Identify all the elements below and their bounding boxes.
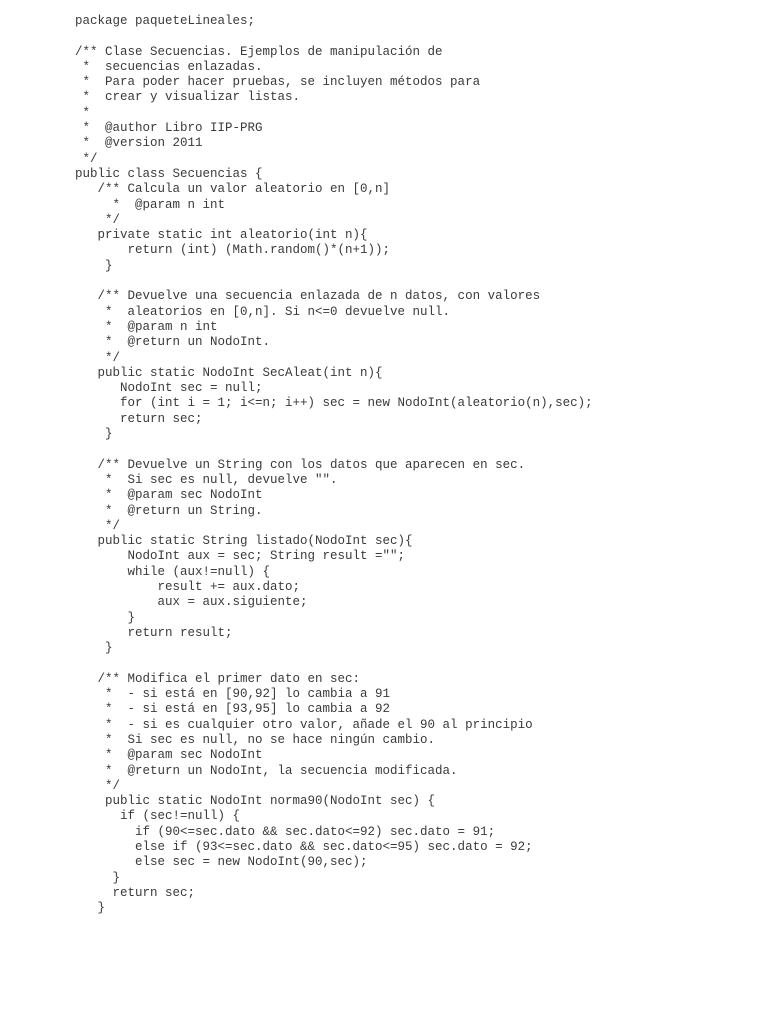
code-line — [75, 274, 593, 289]
code-line: * Para poder hacer pruebas, se incluyen métodos para — [75, 75, 481, 90]
code-line: */ — [75, 212, 121, 227]
code-line: package paqueteLineales; — [75, 14, 256, 28]
code-line: * - si está en [90,92] lo cambia a 91 — [75, 687, 391, 702]
code-line: return sec; — [75, 411, 203, 426]
code-line: return sec; — [75, 885, 196, 900]
code-listing — [75, 14, 593, 917]
code-line: * crear y visualizar listas. — [75, 90, 301, 105]
code-line: * aleatorios en [0,n]. Si n<=0 devuelve null. — [75, 304, 451, 319]
code-line: */ — [75, 151, 98, 166]
code-line: * - si está en [93,95] lo cambia a 92 — [75, 702, 391, 717]
code-line: private static int aleatorio(int n){ — [75, 228, 368, 243]
code-line: */ — [75, 350, 121, 365]
code-line: * @param n int — [75, 319, 218, 334]
code-line: return result; — [75, 625, 233, 640]
code-line: } — [75, 610, 136, 625]
code-line: * @param sec NodoInt — [75, 488, 263, 503]
code-line: /** Devuelve una secuencia enlazada de n datos, con valores — [75, 289, 541, 304]
code-line: */ — [75, 778, 121, 793]
code-line: * @author Libro IIP-PRG — [75, 121, 263, 136]
code-line: */ — [75, 518, 121, 533]
code-line: * Si sec es null, no se hace ningún cambio. — [75, 732, 436, 747]
code-line: } — [75, 901, 106, 916]
code-line: result += aux.dato; — [75, 579, 301, 594]
code-line: else sec = new NodoInt(90,sec); — [75, 855, 368, 870]
code-line — [75, 29, 593, 44]
code-line: * @return un NodoInt, la secuencia modificada. — [75, 763, 458, 778]
code-line: * @return un NodoInt. — [75, 335, 271, 350]
code-line: } — [75, 641, 113, 656]
code-line: public static String listado(NodoInt sec){ — [75, 534, 413, 549]
code-line: for (int i = 1; i<=n; i++) sec = new NodoInt(aleatorio(n),sec); — [75, 396, 593, 411]
code-line: public static NodoInt norma90(NodoInt sec) { — [75, 794, 436, 809]
code-line: NodoInt aux = sec; String result =""; — [75, 549, 406, 564]
code-line: * secuencias enlazadas. — [75, 59, 263, 74]
code-line: while (aux!=null) { — [75, 564, 271, 579]
code-line: } — [75, 258, 113, 273]
code-line: /** Clase Secuencias. Ejemplos de manipulación de — [75, 44, 443, 59]
code-line: else if (93<=sec.dato && sec.dato<=95) sec.dato = 92; — [75, 840, 533, 855]
code-line: /** Devuelve un String con los datos que aparecen en sec. — [75, 457, 526, 472]
code-line: /** Modifica el primer dato en sec: — [75, 671, 361, 686]
code-line: aux = aux.siguiente; — [75, 595, 308, 610]
code-line: * @return un String. — [75, 503, 263, 518]
code-line: * - si es cualquier otro valor, añade el 90 al principio — [75, 717, 533, 732]
code-line: * — [75, 105, 91, 120]
code-line: if (90<=sec.dato && sec.dato<=92) sec.dato = 91; — [75, 824, 496, 839]
code-line: * @param sec NodoInt — [75, 748, 263, 763]
code-line: if (sec!=null) { — [75, 809, 241, 824]
code-line: return (int) (Math.random()*(n+1)); — [75, 243, 391, 258]
code-line: public static NodoInt SecAleat(int n){ — [75, 365, 383, 380]
code-line: * Si sec es null, devuelve "". — [75, 472, 338, 487]
code-line: } — [75, 427, 113, 442]
code-line: public class Secuencias { — [75, 166, 263, 181]
code-line — [75, 442, 593, 457]
code-line: * @param n int — [75, 197, 226, 212]
code-line: * @version 2011 — [75, 136, 203, 151]
code-line: /** Calcula un valor aleatorio en [0,n] — [75, 182, 391, 197]
code-line: } — [75, 870, 121, 885]
code-line: NodoInt sec = null; — [75, 381, 263, 396]
code-line — [75, 656, 593, 671]
